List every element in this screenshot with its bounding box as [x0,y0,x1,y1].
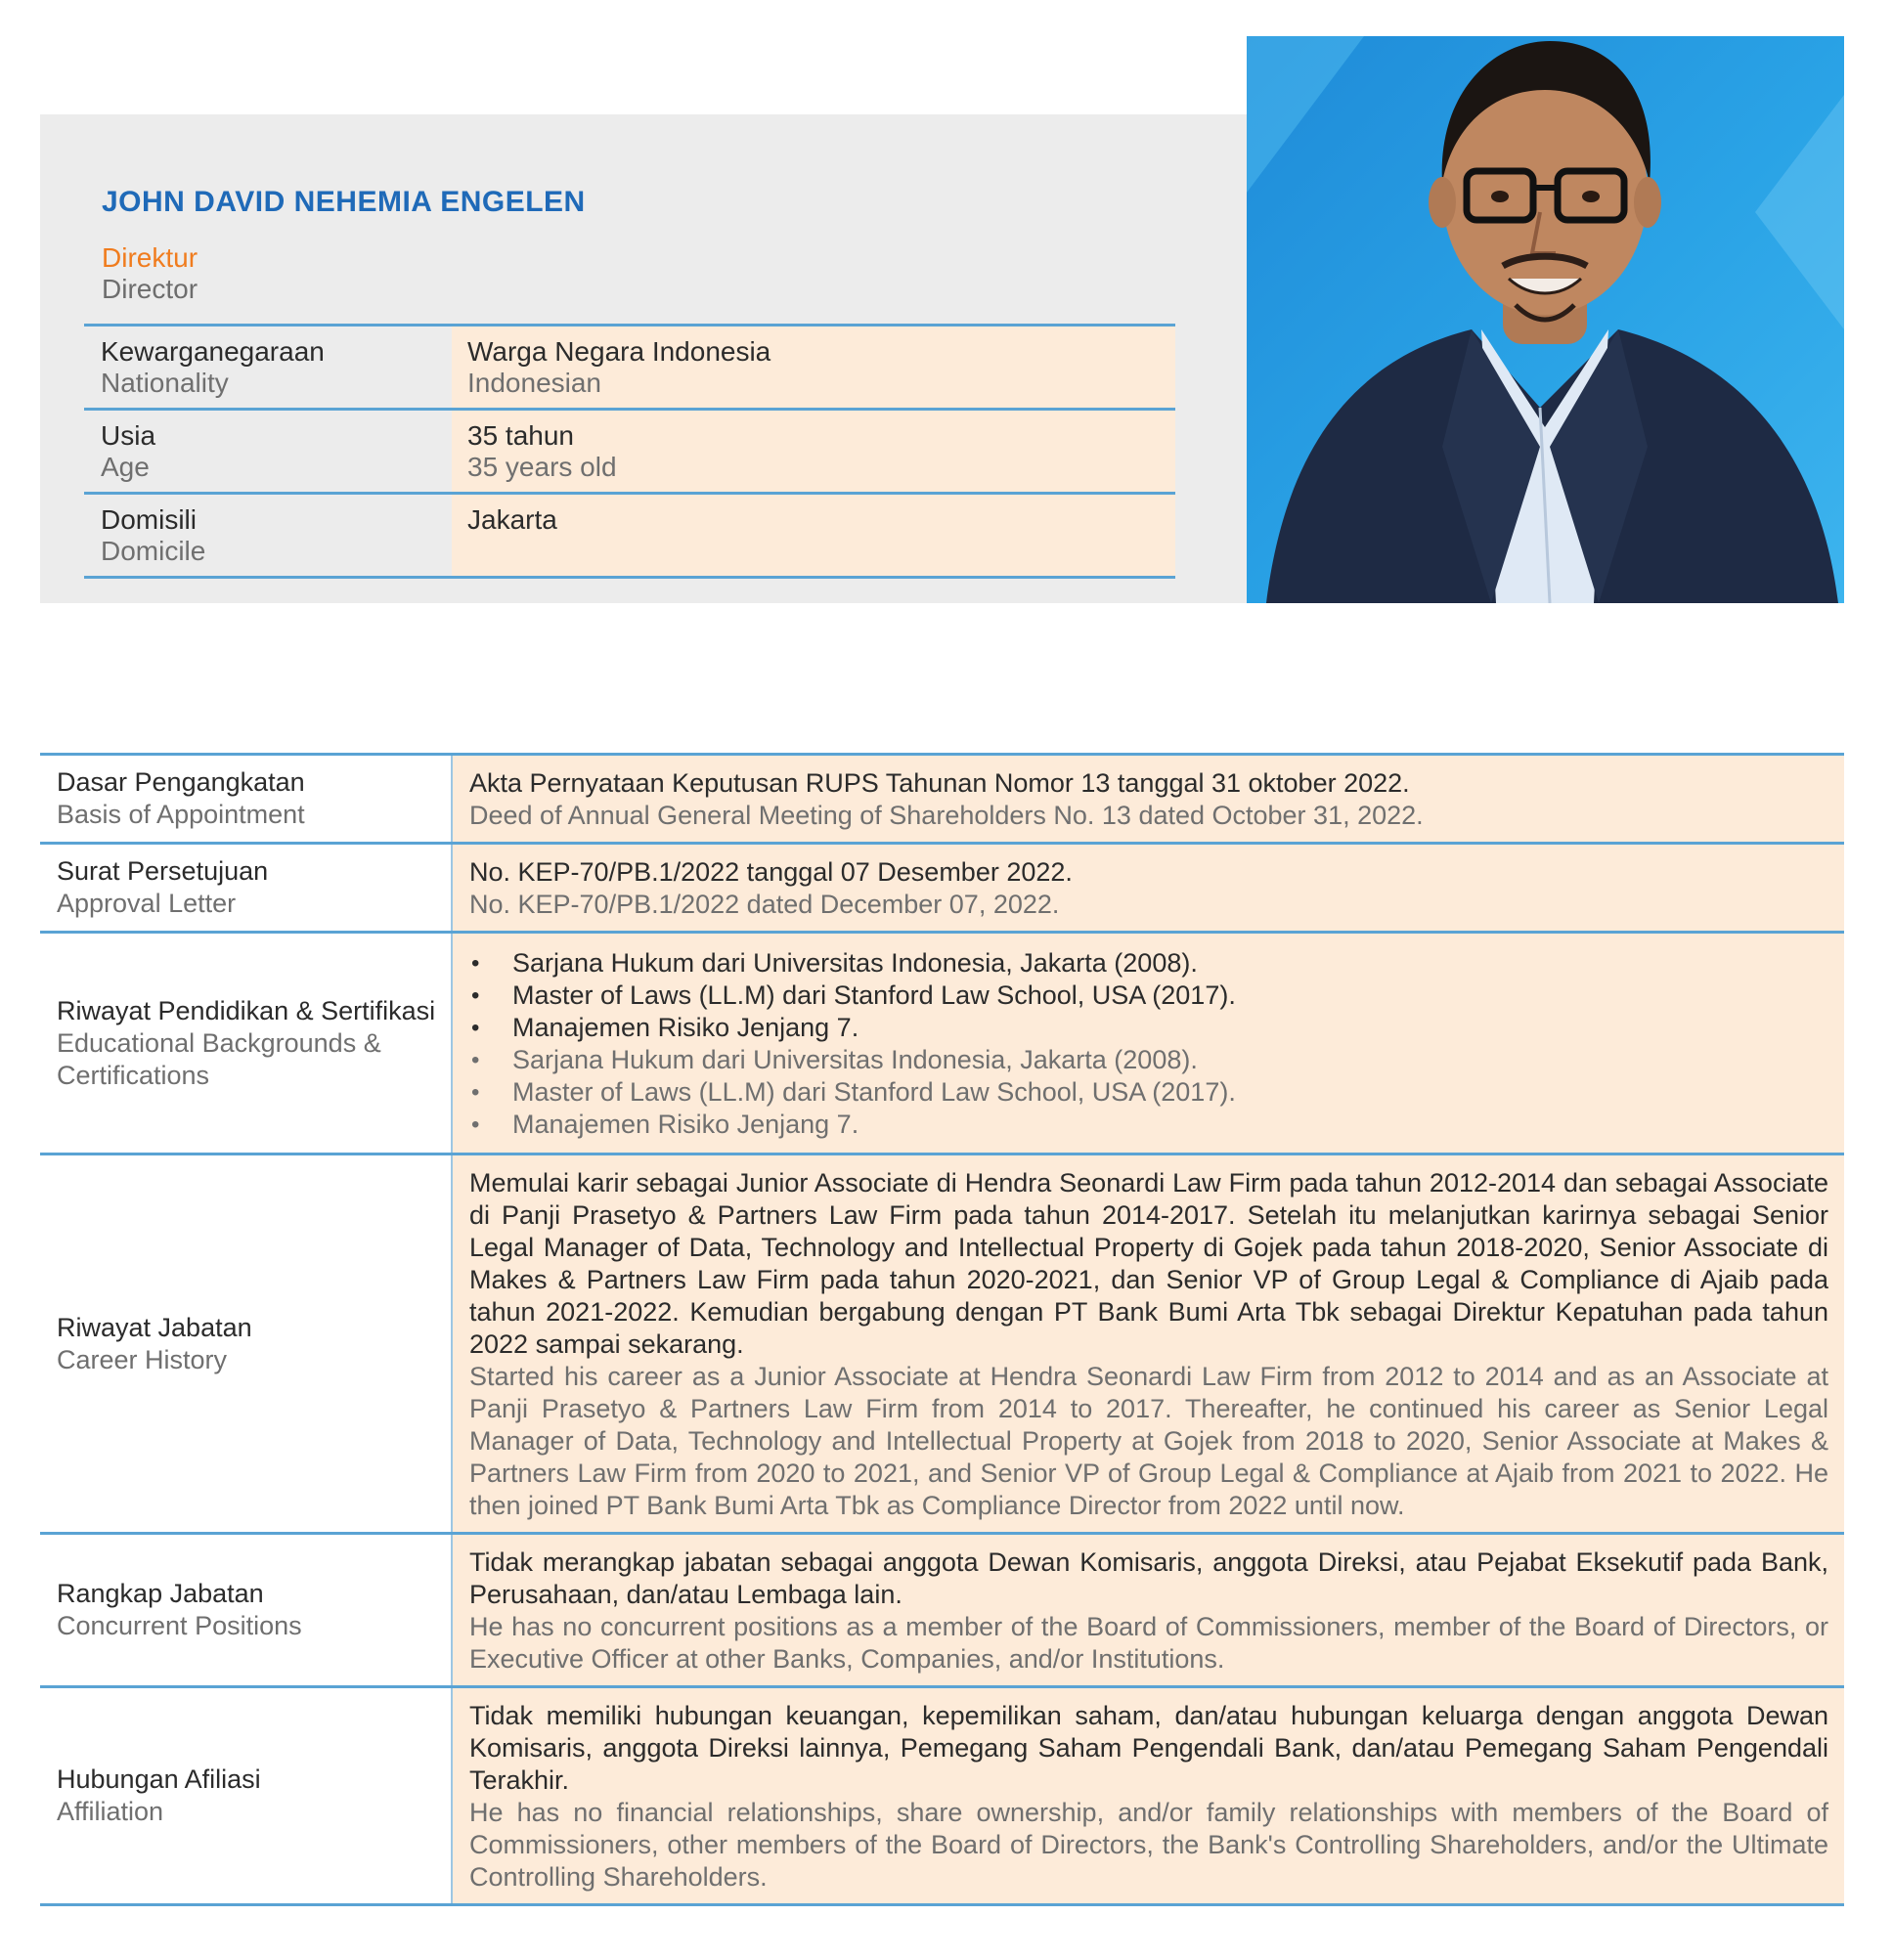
label-id: Rangkap Jabatan [57,1579,264,1608]
label-id: Kewarganegaraan [101,336,325,367]
row-basis-of-appointment [40,756,1844,845]
info-label [84,411,452,492]
row-value [453,1688,1844,1903]
row-value [453,756,1844,842]
row-approval-letter [40,845,1844,934]
label-id: Riwayat Pendidikan & Sertifikasi [57,995,436,1025]
list-item: • Manajemen Risiko Jenjang 7. [469,1012,1828,1044]
row-label [40,934,453,1153]
info-value [452,411,1175,492]
label-en: Career History [57,1344,228,1374]
label-id: Riwayat Jabatan [57,1312,252,1342]
value-id: Jakarta [467,504,557,535]
value-id: Tidak merangkap jabatan sebagai anggota Dewan Komisaris, anggota Direksi, atau Pejabat Eksekutif pada Bank, Perusahaan, dan/atau Lembaga lain. [469,1547,1828,1609]
label-id: Dasar Pengangkatan [57,767,305,797]
row-education [40,934,1844,1155]
label-en: Domicile [101,536,206,566]
value-en: He has no concurrent positions as a member of the Board of Commissioners, member of the Board of Directors, or Executive Officer at other Banks, Companies, and/or Institutions. [469,1612,1828,1674]
label-en: Educational Backgrounds & Certifications [57,1027,381,1090]
info-value [452,327,1175,408]
list-item: • Master of Laws (LL.M) dari Stanford Law School, USA (2017). [469,1076,1828,1109]
label-en: Nationality [101,368,229,398]
row-label [40,1688,453,1903]
label-id: Usia [101,420,156,451]
label-en: Concurrent Positions [57,1611,302,1640]
row-label [40,1155,453,1532]
value-en: Indonesian [467,368,602,398]
row-label [40,756,453,842]
value-id: Akta Pernyataan Keputusan RUPS Tahunan Nomor 13 tanggal 31 oktober 2022. [469,768,1410,798]
label-id: Hubungan Afiliasi [57,1764,261,1794]
value-id: Tidak memiliki hubungan keuangan, kepemilikan saham, dan/atau hubungan keluarga dengan anggota Dewan Komisaris, anggota Direksi lainnya, Pemegang Saham Pengendali Bank, dan/atau Pemegang Saham Pengendali Terakhir. [469,1701,1828,1795]
value-en: 35 years old [467,452,617,482]
info-label [84,495,452,576]
value-id: Warga Negara Indonesia [467,336,771,367]
profile-name: JOHN DAVID NEHEMIA ENGELEN [102,186,586,218]
value-id: No. KEP-70/PB.1/2022 tanggal 07 Desember 2022. [469,857,1073,887]
label-id: Surat Persetujuan [57,856,269,886]
label-en: Basis of Appointment [57,800,305,829]
row-value [453,845,1844,931]
details-table [40,753,1844,1906]
label-en: Age [101,452,150,482]
value-en: Deed of Annual General Meeting of Shareholders No. 13 dated October 31, 2022. [469,801,1424,830]
label-id: Domisili [101,504,197,535]
list-item: • Manajemen Risiko Jenjang 7. [469,1109,1828,1141]
row-affiliation [40,1688,1844,1906]
value-en: He has no financial relationships, share ownership, and/or family relationships with members of the Board of Commissioners, other members of the Board of Directors, the Bank's Controlling Shareholders, and/or the Ultimate Controlling Shareholders. [469,1798,1828,1892]
row-career-history [40,1155,1844,1535]
education-list-id [469,947,1828,1044]
list-item: • Sarjana Hukum dari Universitas Indonesia, Jakarta (2008). [469,1044,1828,1076]
list-item: • Sarjana Hukum dari Universitas Indonesia, Jakarta (2008). [469,947,1828,980]
list-item: • Master of Laws (LL.M) dari Stanford Law School, USA (2017). [469,980,1828,1012]
portrait-photo [1247,36,1844,603]
label-en: Approval Letter [57,889,237,918]
value-en: No. KEP-70/PB.1/2022 dated December 07, 2022. [469,890,1060,919]
info-value [452,495,1175,576]
info-row-domicile [84,495,1175,579]
row-value [453,1535,1844,1685]
profile-role-id: Direktur [102,242,198,273]
row-value [453,1155,1844,1532]
info-row-age [84,411,1175,495]
row-label [40,1535,453,1685]
portrait-illustration [1247,36,1844,603]
education-list-en [469,1044,1828,1141]
info-row-nationality [84,327,1175,411]
value-id: Memulai karir sebagai Junior Associate di Hendra Seonardi Law Firm pada tahun 2012-2014 dan sebagai Associate di Panji Prasetyo & Partners Law Firm pada tahun 2014-2017. Setelah itu melanjutkan karirnya sebagai Senior Legal Manager of Data, Technology and Intellectual Property di Gojek pada tahun 2018-2020, Senior Associate di Makes & Partners Law Firm pada tahun 2020-2021, dan Senior VP of Group Legal & Compliance di Ajaib pada tahun 2021-2022. Kemudian bergabung dengan PT Bank Bumi Arta Tbk sebagai Direktur Kepatuhan pada tahun 2022 sampai sekarang. [469,1168,1828,1359]
value-en: Started his career as a Junior Associate at Hendra Seonardi Law Firm from 2012 to 2014 and as an Associate at Panji Prasetyo & Partners Law Firm from 2014 to 2017. Thereafter, he continued his career as Senior Legal Manager of Data, Technology and Intellectual Property at Gojek from 2018 to 2020, Senior Associate at Makes & Partners Law Firm from 2020 to 2021, and Senior VP of Group Legal & Compliance at Ajaib from 2021 to 2022. He then joined PT Bank Bumi Arta Tbk as Compliance Director from 2022 until now. [469,1362,1828,1520]
info-label [84,327,452,408]
row-label [40,845,453,931]
personal-info-table [84,324,1175,579]
row-value [453,934,1844,1153]
row-concurrent-positions [40,1535,1844,1688]
label-en: Affiliation [57,1797,164,1826]
value-id: 35 tahun [467,420,574,451]
profile-role-en: Director [102,274,198,304]
